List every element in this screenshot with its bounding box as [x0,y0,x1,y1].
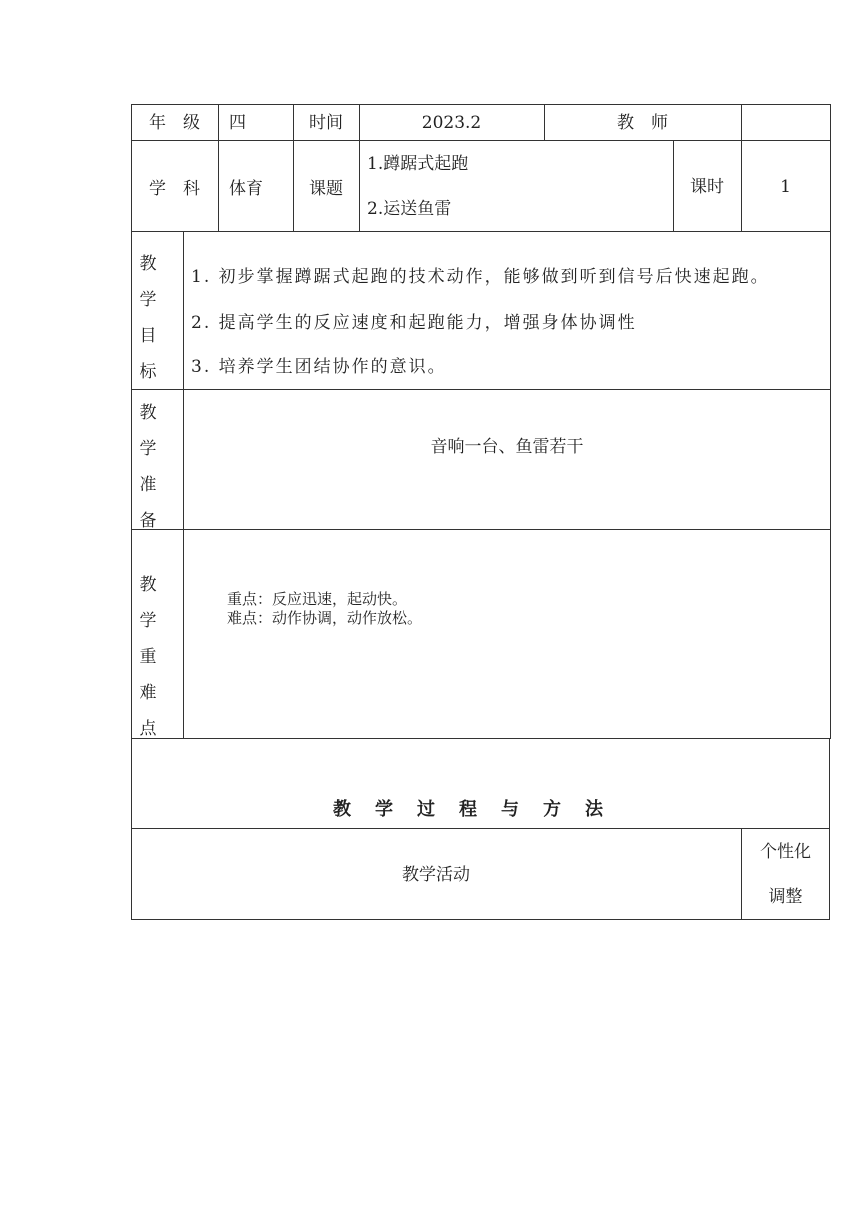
difficulty-text: 难点：动作协调，动作放松。 [227,609,423,627]
table-border [131,919,830,920]
topic-item: 2.运送鱼雷 [367,199,452,219]
table-border [741,104,742,232]
period-label: 课时 [690,177,724,197]
table-border [830,104,831,739]
activity-label: 教学活动 [402,865,470,885]
grade-value: 四 [229,113,246,133]
table-border [131,231,831,232]
teacher-label: 教 师 [617,113,668,133]
adjust-label-line2: 调整 [768,887,803,907]
preparation-label: 教 学 准 备 [139,403,157,531]
objective-item: 2. 提高学生的反应速度和起跑能力，增强身体协调性 [191,313,637,333]
preparation-content: 音响一台、鱼雷若干 [430,437,584,457]
adjust-label-line1: 个性化 [760,842,811,862]
objectives-label: 教 学 目 标 [139,254,157,382]
table-border [218,104,219,232]
table-border [131,738,831,739]
time-value: 2023.2 [421,113,482,133]
subject-label: 学 科 [149,179,200,199]
subject-value: 体育 [229,179,263,199]
table-border [183,231,184,739]
table-border [131,529,831,530]
key-points-label: 教 学 重 难 点 [139,575,157,739]
topic-label: 课题 [309,179,343,199]
process-title: 教学过程与方法 [333,799,627,820]
time-label: 时间 [309,113,343,133]
objective-item: 1. 初步掌握蹲踞式起跑的技术动作，能够做到听到信号后快速起跑。 [191,267,770,287]
grade-label: 年 级 [149,113,200,133]
table-border [131,389,831,390]
key-point-text: 重点：反应迅速，起动快。 [227,590,408,608]
table-border [131,140,831,141]
topic-item: 1.蹲踞式起跑 [367,154,469,174]
objective-item: 3. 培养学生团结协作的意识。 [191,357,447,377]
period-value: 1 [780,177,791,197]
table-border [131,104,831,105]
table-border [131,828,830,829]
